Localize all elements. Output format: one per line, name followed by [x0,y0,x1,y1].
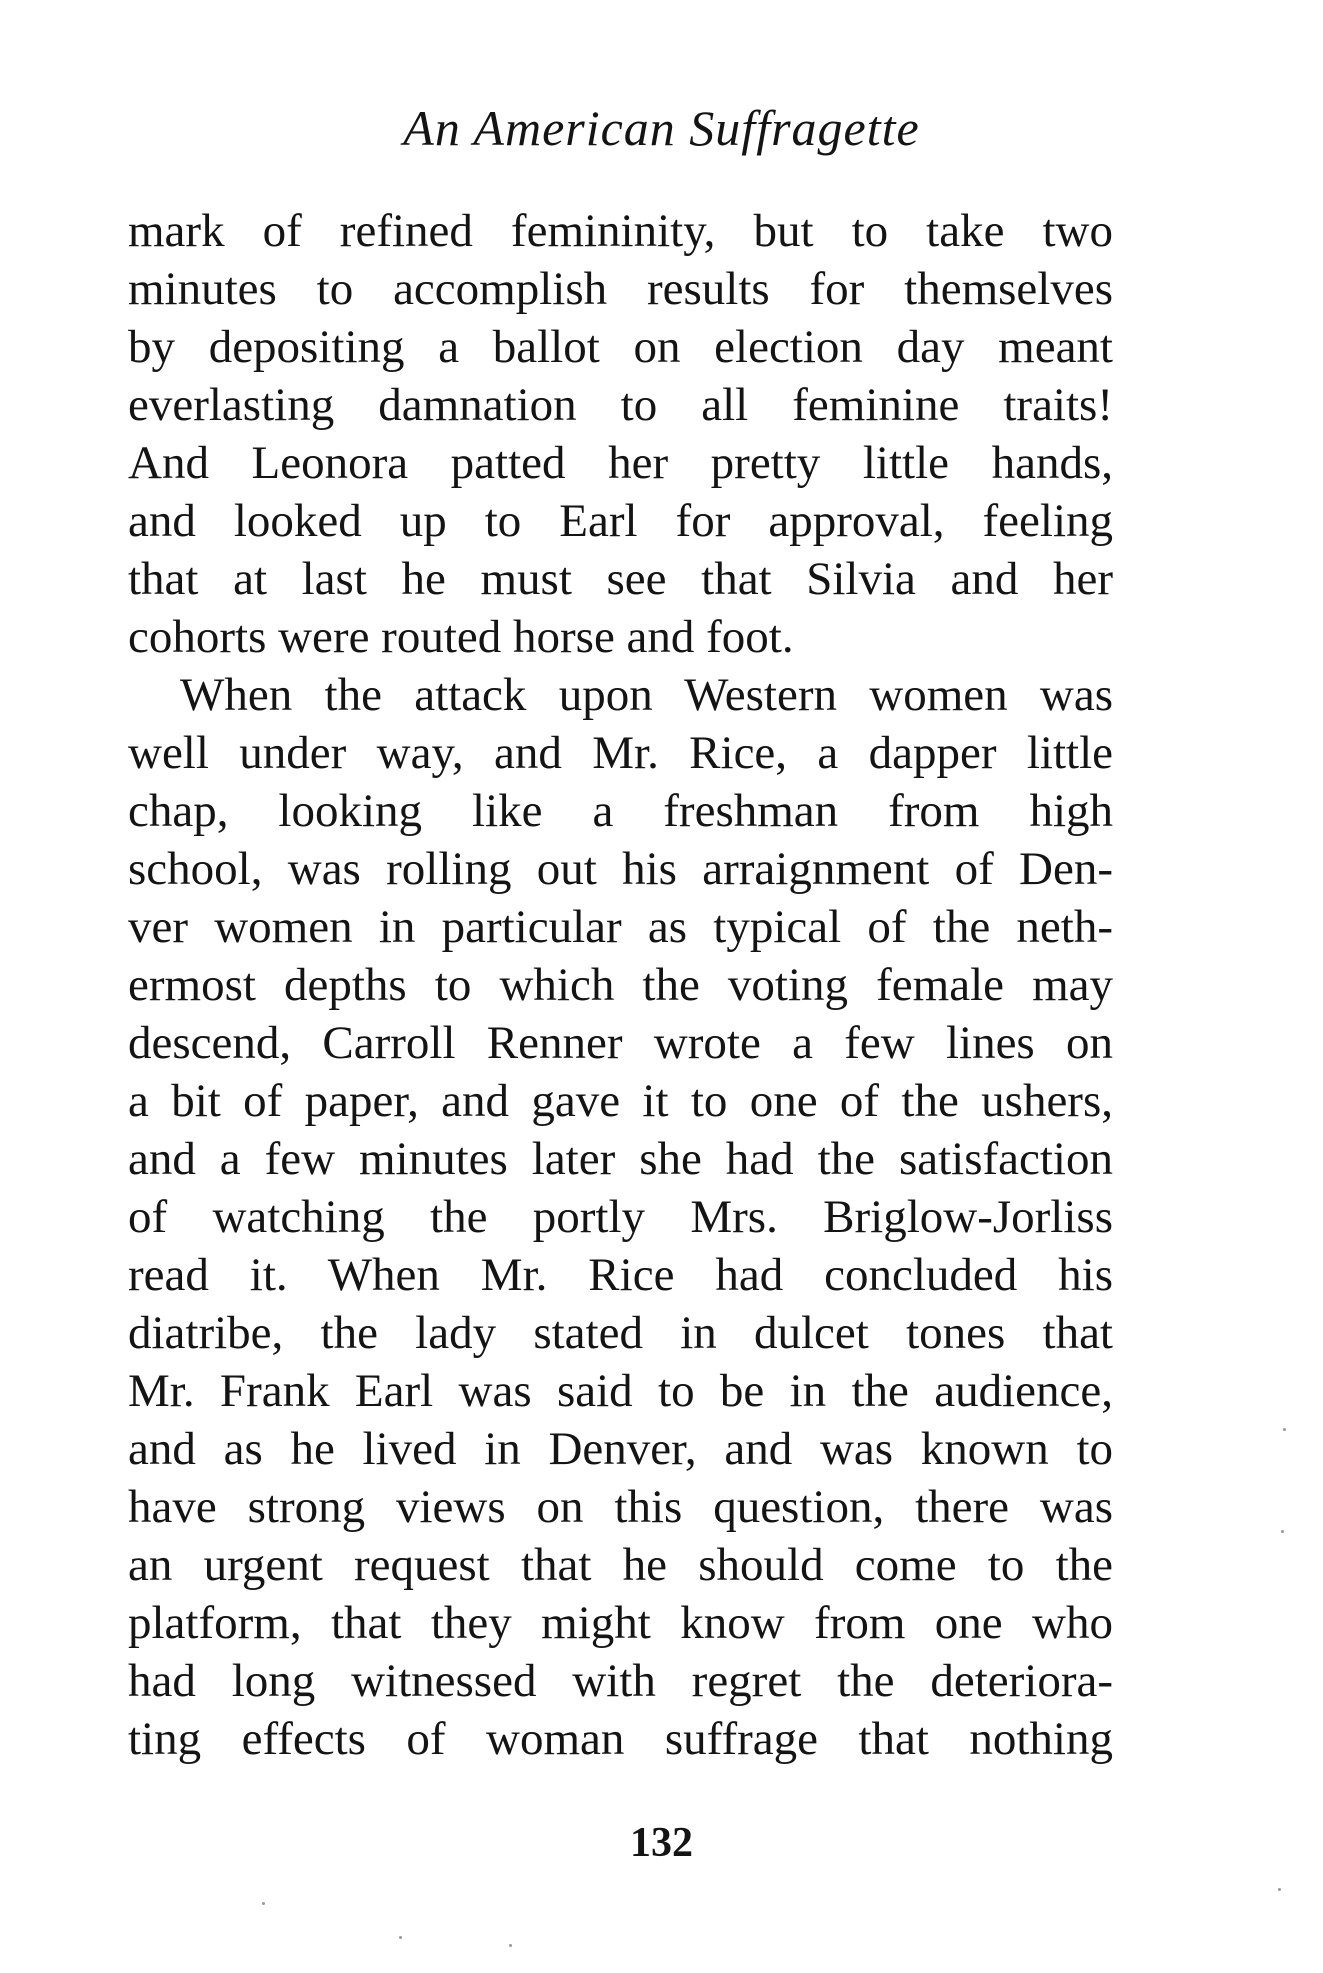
text-line: by depositing a ballot on election day meant [128,321,1113,373]
text-line: and as he lived in Denver, and was known to [128,1423,1113,1475]
text-line: ermost depths to which the voting female may [128,959,1113,1011]
text-line: have strong views on this question, there was [128,1481,1113,1533]
text-line: and looked up to Earl for approval, feeling [128,495,1113,547]
text-line: chap, looking like a freshman from high [128,785,1113,837]
text-line: platform, that they might know from one who [128,1597,1113,1649]
body-text [128,202,1113,1768]
text-line: descend, Carroll Renner wrote a few lines on [128,1017,1113,1069]
text-line: diatribe, the lady stated in dulcet tones that [128,1307,1113,1359]
paragraph-end-line: cohorts were routed horse and foot. [128,611,794,663]
text-line: mark of refined femininity, but to take two [128,205,1113,257]
text-line: And Leonora patted her pretty little hands, [128,437,1113,489]
scan-speck [1281,1530,1284,1533]
text-line: ver women in particular as typical of the neth- [128,901,1113,953]
text-line: read it. When Mr. Rice had concluded his [128,1249,1113,1301]
text-line: minutes to accomplish results for themselves [128,263,1113,315]
text-line: ting effects of woman suffrage that nothing [128,1713,1113,1765]
scan-speck [262,1902,265,1905]
scan-speck [509,1944,512,1947]
scan-speck [1283,1428,1286,1431]
running-head: An American Suffragette [403,100,920,156]
text-line: school, was rolling out his arraignment of Den- [128,843,1113,895]
text-line: a bit of paper, and gave it to one of the ushers, [128,1075,1113,1127]
paragraph-start-line: When the attack upon Western women was [180,669,1113,721]
text-line: of watching the portly Mrs. Briglow-Jorliss [128,1191,1113,1243]
text-line: Mr. Frank Earl was said to be in the audience, [128,1365,1113,1417]
text-line: everlasting damnation to all feminine traits! [128,379,1113,431]
page-number: 132 [630,1820,693,1866]
text-line: well under way, and Mr. Rice, a dapper little [128,727,1113,779]
scan-speck [399,1936,402,1939]
text-line: that at last he must see that Silvia and her [128,553,1113,605]
text-line: and a few minutes later she had the satisfaction [128,1133,1113,1185]
scan-speck [1278,1888,1281,1891]
text-line: had long witnessed with regret the deteriora- [128,1655,1113,1707]
text-line: an urgent request that he should come to the [128,1539,1113,1591]
